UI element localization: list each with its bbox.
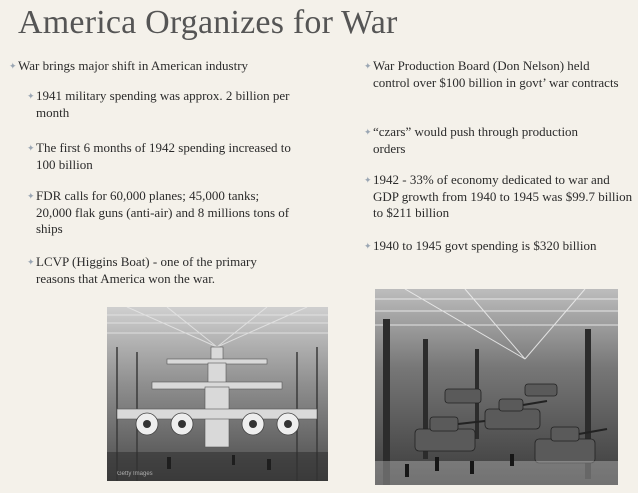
- bullet-text: The first 6 months of 1942 spending increased to 100 billion: [36, 140, 291, 172]
- star-bullet-icon: ✦: [27, 257, 35, 267]
- bullet-1941-spending: [27, 88, 298, 121]
- star-bullet-icon: ✦: [27, 91, 35, 101]
- bomber-assembly-line-drawing: [107, 307, 328, 481]
- bullet-war-production-board: [364, 58, 623, 91]
- tank-factory-photo: [375, 289, 618, 485]
- bullet-text: FDR calls for 60,000 planes; 45,000 tanks; 20,000 flak guns (anti-air) and 8 millions tons of ships: [36, 188, 290, 236]
- bullet-fdr-calls: [27, 188, 298, 238]
- bullet-czars: [364, 124, 603, 157]
- star-bullet-icon: ✦: [364, 241, 372, 251]
- bullet-text: LCVP (Higgins Boat) - one of the primary reasons that America won the war.: [36, 254, 257, 286]
- star-bullet-icon: ✦: [9, 61, 17, 71]
- star-bullet-icon: ✦: [27, 143, 35, 153]
- star-bullet-icon: ✦: [364, 175, 372, 185]
- bullet-text: War brings major shift in American industry: [18, 58, 249, 73]
- tank-factory-drawing: [375, 289, 618, 485]
- bullet-text: War Production Board (Don Nelson) held control over $100 billion in govt’ war contracts: [373, 58, 619, 90]
- bullet-text: 1941 military spending was approx. 2 billion per month: [36, 88, 290, 120]
- bullet-industry-shift: [9, 58, 318, 75]
- star-bullet-icon: ✦: [364, 61, 372, 71]
- star-bullet-icon: ✦: [364, 127, 372, 137]
- bullet-economy-gdp: [364, 172, 635, 222]
- bullet-text: “czars” would push through production orders: [373, 124, 579, 156]
- bullet-lcvp: [27, 254, 298, 287]
- star-bullet-icon: ✦: [27, 191, 35, 201]
- bullet-1942-spending: [27, 140, 298, 173]
- photo-credit: Getty Images: [117, 471, 153, 477]
- bullet-text: 1940 to 1945 govt spending is $320 billion: [373, 238, 597, 253]
- bomber-assembly-line-photo: [107, 307, 328, 481]
- bullet-govt-spending: [364, 238, 618, 255]
- slide-title: America Organizes for War: [18, 4, 398, 41]
- bullet-text: 1942 - 33% of economy dedicated to war and GDP growth from 1940 to 1945 was $99.7 billion to $211 billion: [373, 172, 633, 220]
